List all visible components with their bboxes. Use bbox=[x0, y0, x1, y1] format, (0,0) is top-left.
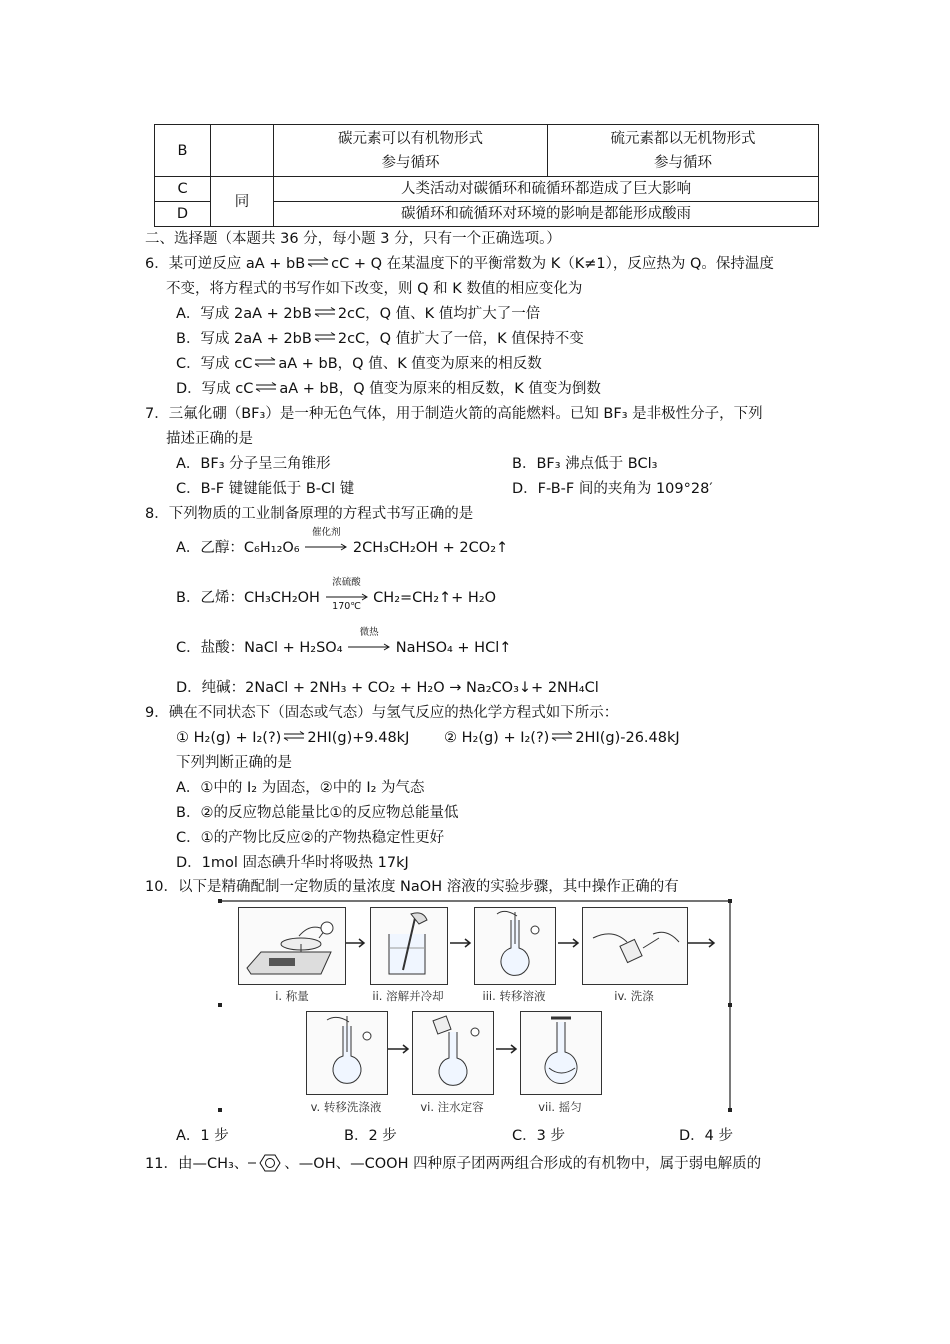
section-heading: 二、选择题（本题共 36 分，每小题 3 分，只有一个正确选项。） bbox=[145, 231, 561, 247]
q6-a-part2: 2cC，Q 值、K 值均扩大了一倍 bbox=[337, 306, 541, 322]
q8-c-product: NaHSO₄ + HCl↑ bbox=[395, 640, 512, 656]
q11-part2: 、—OH、—COOH 四种原子团两两组合形成的有机物中，属于弱电解质的 bbox=[284, 1156, 762, 1172]
q6-b-part1: B．写成 2aA + 2bB bbox=[176, 331, 312, 347]
q7-option-c: C．B-F 键键能低于 B-Cl 键 bbox=[176, 481, 355, 497]
cell-b-right bbox=[548, 125, 819, 177]
q9-eq2-left: ② H₂(g) + I₂(?) bbox=[444, 730, 550, 746]
q10-stem: 10．以下是精确配制一定物质的量浓度 NaOH 溶液的实验步骤，其中操作正确的有 bbox=[145, 879, 679, 895]
condition-arrow bbox=[304, 527, 348, 553]
q6-b-part2: 2cC，Q 值扩大了一倍，K 值保持不变 bbox=[337, 331, 584, 347]
cell-b-left-line1: 碳元素可以有机物形式 bbox=[338, 130, 483, 147]
reversible-arrow-icon bbox=[551, 731, 573, 741]
step-caption: iii. 转移溶液 bbox=[482, 989, 546, 1003]
condition-arrow bbox=[347, 627, 391, 653]
q10-option-d: D．4 步 bbox=[679, 1128, 733, 1144]
q6-d-part2: aA + bB，Q 值变为原来的相反数，K 值变为倒数 bbox=[279, 381, 601, 397]
arrow-icon bbox=[347, 643, 391, 651]
q7-option-d: D．F-B-F 间的夹角为 109°28′ bbox=[512, 481, 713, 497]
volumetric-flask-icon bbox=[413, 1012, 493, 1094]
step-caption: iv. 洗涤 bbox=[614, 989, 654, 1003]
cell-b-right-line2: 参与循环 bbox=[654, 154, 712, 171]
q8-b-temperature: 170℃ bbox=[332, 601, 361, 612]
q6-c-part2: aA + bB，Q 值、K 值变为原来的相反数 bbox=[278, 356, 542, 372]
cell-b-left-line2: 参与循环 bbox=[381, 154, 440, 171]
row-label-d: D bbox=[155, 202, 211, 227]
step-transfer-wash-image bbox=[306, 1011, 388, 1095]
cell-b-right-line1: 硫元素都以无机物形式 bbox=[610, 130, 756, 147]
balance-icon bbox=[239, 908, 345, 984]
blank-cell bbox=[211, 125, 274, 177]
volumetric-flask-icon bbox=[475, 908, 555, 984]
step-shake-image bbox=[520, 1011, 602, 1095]
step-transfer-image bbox=[474, 907, 556, 985]
q9-option-d: D．1mol 固态碘升华时将吸热 17kJ bbox=[176, 855, 409, 871]
beaker-icon bbox=[371, 908, 447, 984]
q6-stem-line2: 不变，将方程式的书写作如下改变，则 Q 和 K 数值的相应变化为 bbox=[166, 281, 583, 297]
q9-option-a: A．①中的 I₂ 为固态，②中的 I₂ 为气态 bbox=[176, 780, 425, 796]
q6-a-part1: A．写成 2aA + 2bB bbox=[176, 306, 312, 322]
q9-option-b: B．②的反应物总能量比①的反应物总能量低 bbox=[176, 805, 459, 821]
q9-eq1-right: 2HI(g)+9.48kJ bbox=[307, 730, 410, 746]
q6-stem-part1: 6．某可逆反应 aA + bB bbox=[145, 256, 306, 272]
q7-stem-line2: 描述正确的是 bbox=[166, 431, 253, 447]
condition-arrow bbox=[325, 577, 369, 612]
step-dissolve-image bbox=[370, 907, 448, 985]
step-fill-image bbox=[412, 1011, 494, 1095]
q6-stem-part2: cC + Q 在某温度下的平衡常数为 K（K≠1），反应热为 Q。保持温度 bbox=[331, 256, 774, 272]
q8-stem: 8．下列物质的工业制备原理的方程式书写正确的是 bbox=[145, 506, 474, 522]
reversible-arrow-icon bbox=[314, 332, 336, 342]
q11-part1: 11．由—CH₃、 bbox=[145, 1156, 249, 1172]
q6-option-b bbox=[176, 329, 584, 349]
arrow-icon bbox=[325, 593, 369, 601]
q8-option-d: D．纯碱：2NaCl + 2NH₃ + CO₂ + H₂O → Na₂CO₃↓+ 2NH₄Cl bbox=[176, 680, 599, 696]
q8-a-product: 2CH₃CH₂OH + 2CO₂↑ bbox=[352, 540, 509, 556]
q9-equation-1 bbox=[176, 728, 409, 748]
cell-c-text: 人类活动对碳循环和硫循环都造成了巨大影响 bbox=[274, 177, 819, 202]
q6-c-part1: C．写成 cC bbox=[176, 356, 253, 372]
q6-d-part1: D．写成 cC bbox=[176, 381, 254, 397]
wash-bottle-icon bbox=[583, 908, 687, 984]
row-label-c: C bbox=[155, 177, 211, 202]
q8-b-product: CH₂=CH₂↑+ H₂O bbox=[373, 590, 497, 606]
step-weighing-image bbox=[238, 907, 346, 985]
step-caption: vi. 注水定容 bbox=[420, 1100, 484, 1114]
q7-option-b: B．BF₃ 沸点低于 BCl₃ bbox=[512, 456, 658, 472]
q8-c-condition: 微热 bbox=[359, 627, 379, 638]
q6-option-c bbox=[176, 354, 542, 374]
q9-eq2-right: 2HI(g)-26.48kJ bbox=[575, 730, 680, 746]
q6-option-a bbox=[176, 304, 540, 324]
q8-c-reactant: C．盐酸：NaCl + H₂SO₄ bbox=[176, 640, 343, 656]
q9-stem: 9．碘在不同状态下（固态或气态）与氢气反应的热化学方程式如下所示： bbox=[145, 705, 619, 721]
q6-option-d bbox=[176, 379, 601, 399]
volumetric-flask-icon bbox=[307, 1012, 387, 1094]
q10-option-b: B．2 步 bbox=[344, 1128, 397, 1144]
q8-a-condition: 催化剂 bbox=[311, 527, 341, 538]
q9-judge: 下列判断正确的是 bbox=[176, 755, 292, 771]
step-wash-image bbox=[582, 907, 688, 985]
q9-equation-2 bbox=[444, 728, 680, 748]
q9-eq1-left: ① H₂(g) + I₂(?) bbox=[176, 730, 282, 746]
q8-option-b bbox=[176, 577, 497, 612]
q10-option-c: C．3 步 bbox=[512, 1128, 565, 1144]
cell-b-left bbox=[274, 125, 548, 177]
step-caption: vii. 摇匀 bbox=[538, 1100, 582, 1114]
step-caption: v. 转移洗涤液 bbox=[310, 1100, 382, 1114]
reversible-arrow-icon bbox=[314, 307, 336, 317]
benzene-ring-icon bbox=[248, 1153, 284, 1173]
q7-option-a: A．BF₃ 分子呈三角锥形 bbox=[176, 456, 331, 472]
q8-option-c bbox=[176, 627, 512, 658]
arrow-icon bbox=[304, 543, 348, 551]
q10-option-a: A．1 步 bbox=[176, 1128, 229, 1144]
reversible-arrow-icon bbox=[283, 731, 305, 741]
merged-cell-same: 同 bbox=[211, 177, 274, 227]
procedure-figure bbox=[218, 899, 734, 1113]
comparison-table bbox=[154, 124, 819, 227]
step-caption: i. 称量 bbox=[275, 989, 309, 1003]
reversible-arrow-icon bbox=[307, 257, 329, 267]
reversible-arrow-icon bbox=[254, 357, 276, 367]
volumetric-flask-icon bbox=[521, 1012, 601, 1094]
q8-b-reactant: B．乙烯：CH₃CH₂OH bbox=[176, 590, 320, 606]
cell-d-text: 碳循环和硫循环对环境的影响是都能形成酸雨 bbox=[274, 202, 819, 227]
reversible-arrow-icon bbox=[255, 382, 277, 392]
row-label-b: B bbox=[155, 125, 211, 177]
step-caption: ii. 溶解并冷却 bbox=[372, 989, 444, 1003]
q6-stem-line1 bbox=[145, 254, 774, 274]
q11-stem bbox=[145, 1153, 761, 1174]
q8-b-condition: 浓硫酸 bbox=[332, 577, 361, 588]
q8-a-reactant: A．乙醇：C₆H₁₂O₆ bbox=[176, 540, 300, 556]
q8-option-a bbox=[176, 527, 509, 558]
q7-stem-line1: 7．三氟化硼（BF₃）是一种无色气体，用于制造火箭的高能燃料。已知 BF₃ 是非极性分子，下列 bbox=[145, 406, 763, 422]
q9-option-c: C．①的产物比反应②的产物热稳定性更好 bbox=[176, 830, 445, 846]
